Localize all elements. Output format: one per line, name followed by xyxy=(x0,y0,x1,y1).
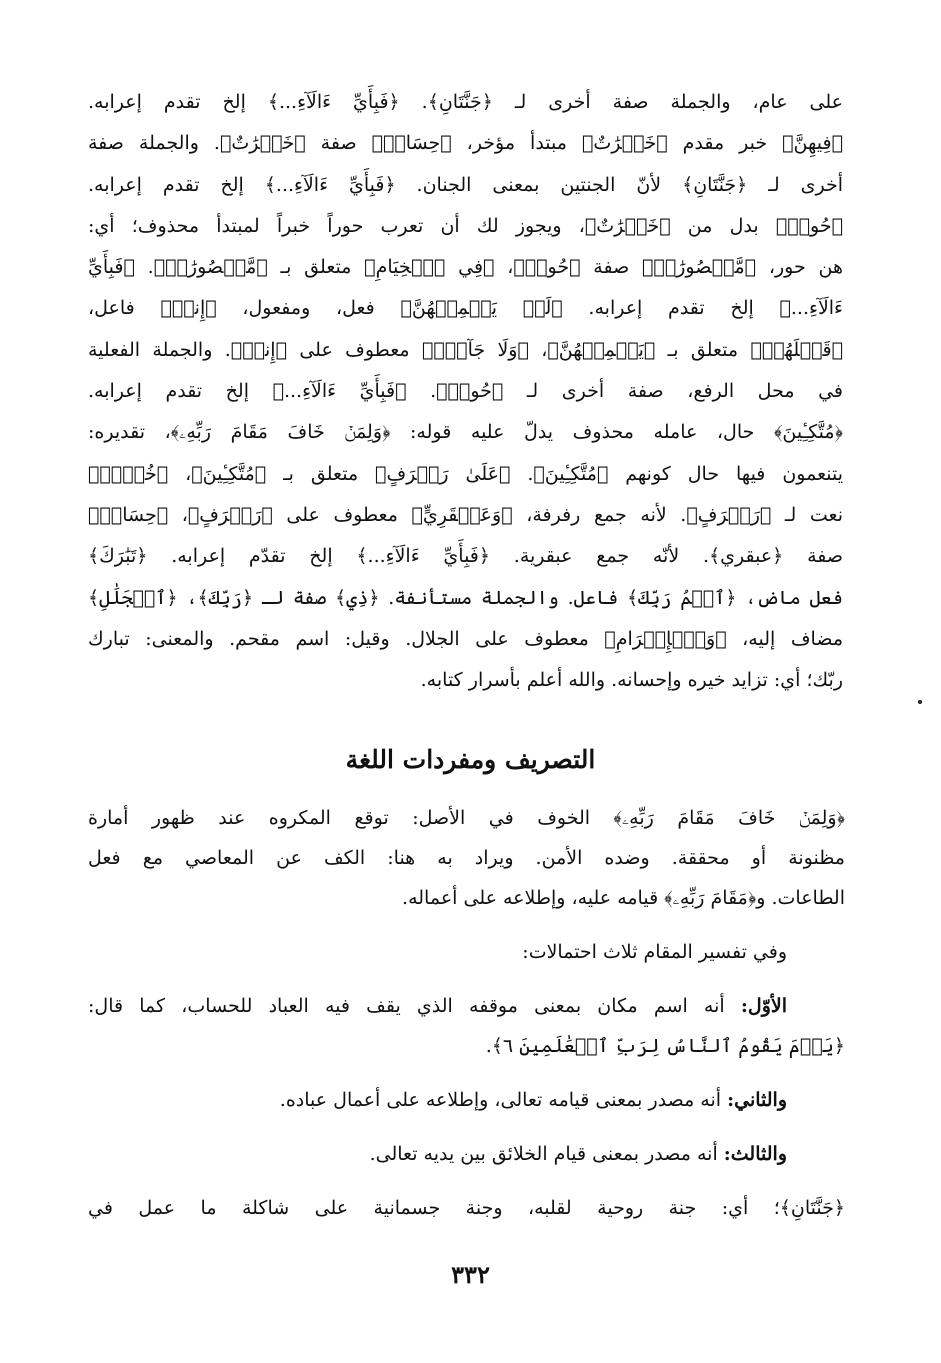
text-line: ﴿حُورٞ﴾ بدل من ﴿خَيۡرَٰتٌ﴾، ويجوز لك أن تعرب حوراً خبراً لمبتدأ محذوف؛ أي: xyxy=(88,214,843,237)
paragraph-gap xyxy=(88,1174,845,1188)
text-line: ﴿فِيهِنَّ﴾ خبر مقدم ﴿خَيۡرَٰتٌ﴾ مبتدأ مؤخر، ﴿حِسَانٞ﴾ صفة ﴿خَيۡرَٰتٌ﴾. والجملة صفة xyxy=(88,132,843,155)
paragraph-gap xyxy=(88,972,845,986)
text-line: ربّك؛ أي: تزايد خيره وإحسانه. والله أعلم بأسرار كتابه. xyxy=(420,669,843,692)
text-line: نعت لـ ﴿رَفۡرَفٍ﴾. لأنه جمع رفرفة، ﴿وَعَبۡقَرِيٍّ﴾ معطوف على ﴿رَفۡرَفٍ﴾، ﴿حِسَانٖ﴾ xyxy=(88,503,843,526)
text-line: مظنونة أو محققة. وضده الأمن. ويراد به هنا: الكف عن المعاصي مع فعل xyxy=(88,847,845,869)
item-text: أنه مصدر بمعنى قيامه تعالى، وإطلاعه على أعمال عباده. xyxy=(279,1089,728,1111)
page-number: ٣٣٢ xyxy=(451,1260,490,1289)
text-line: فعل ماض، ﴿ٱسۡمُ رَبِّكَ﴾ فاعل. والجملة مستأنفة. ﴿ذِي﴾ صفة لـ ﴿رَبِّكَ﴾، ﴿ٱلۡجَلَٰلِ﴾ xyxy=(88,586,843,609)
paragraph-gap xyxy=(88,1066,845,1080)
text-line: في محل الرفع، صفة أخرى لـ ﴿حُورٞ﴾. ﴿فَبِأَيِّ ءَالَآءِ...﴾ إلخ تقدم إعرابه. xyxy=(88,380,843,403)
text-line: ﴿قَبۡلَهُمۡ﴾ متعلق بـ ﴿يَطۡمِثۡهُنَّ﴾، ﴿وَلَا جَآنّٞ﴾ معطوف على ﴿إِنسٞ﴾. والجملة الفعلية xyxy=(88,338,843,361)
item-text: أنه مصدر بمعنى قيام الخلائق بين يديه تعالى. xyxy=(369,1143,724,1165)
item-text: أنه اسم مكان بمعنى موقفه الذي يقف فيه العباد للحساب، كما قال: xyxy=(88,995,741,1017)
paragraph-gap xyxy=(88,918,845,932)
text-line: مضاف إليه، ﴿وَٱلۡإِكۡرَامِ﴾ معطوف على الجلال. وقيل: اسم مقحم. والمعنى: تبارك xyxy=(88,627,843,650)
text-line: ﴿يَوۡمَ يَقُومُ ٱلنَّاسُ لِرَبِّ ٱلۡعَٰلَمِينَ ٦﴾. xyxy=(485,1035,845,1057)
item-label: الأوّل: xyxy=(740,995,787,1017)
text-line: ءَالَآءِ...﴾ إلخ تقدم إعرابه. ﴿لَمۡ يَطۡمِثۡهُنَّ﴾ فعل، ومفعول، ﴿إِنسٞ﴾ فاعل، xyxy=(88,297,843,320)
irab-text-block xyxy=(88,82,843,701)
scan-speck xyxy=(918,700,922,704)
text-line: ﴿مُتَّكِـِٔينَ﴾ حال، عامله محذوف يدلّ عليه قوله: ﴿وَلِمَنۡ خَافَ مَقَامَ رَبِّهِۦ﴾، تقديره: xyxy=(88,421,843,444)
text-line: صفة ﴿عبقري﴾. لأنّه جمع عبقرية. ﴿فَبِأَيِّ ءَالَآءِ...﴾ إلخ تقدّم إعرابه. ﴿تَبَٰرَكَ﴾ xyxy=(88,545,843,568)
text-line xyxy=(88,1134,845,1174)
text-line: ﴿جَنَّتَانِ﴾؛ أي: جنة روحية لقلبه، وجنة جسمانية على شاكلة ما عمل في xyxy=(88,1197,845,1219)
text-line: على عام، والجملة صفة أخرى لـ ﴿جَنَّتَانِ﴾. ﴿فَبِأَيِّ ءَالَآءِ...﴾ إلخ تقدم إعرابه. xyxy=(88,91,843,113)
text-line: هن حور، ﴿مَّقۡصُورَٰتٞ﴾ صفة ﴿حُورٞ﴾، ﴿فِي ٱلۡخِيَامِ﴾ متعلق بـ ﴿مَّقۡصُورَٰتٞ﴾. ﴿فَبِأَيِّ xyxy=(88,256,843,279)
text-line: وفي تفسير المقام ثلاث احتمالات: xyxy=(522,941,787,963)
item-label: والثالث: xyxy=(723,1143,787,1165)
text-line: الطاعات. و﴿مَقَامَ رَبِّهِۦ﴾ قيامه عليه، وإطلاعه على أعماله. xyxy=(402,887,845,909)
section-heading: التصريف ومفردات اللغة xyxy=(345,745,596,774)
item-label: والثاني: xyxy=(727,1089,787,1111)
paragraph-gap xyxy=(88,1120,845,1134)
vocabulary-text-block xyxy=(88,798,845,1228)
text-line xyxy=(88,986,845,1026)
text-line: ﴿وَلِمَنۡ خَافَ مَقَامَ رَبِّهِۦ﴾ الخوف في الأصل: توقع المكروه عند ظهور أمارة xyxy=(88,807,845,829)
text-line: أخرى لـ ﴿جَنَّتَانِ﴾ لأنّ الجنتين بمعنى الجنان. ﴿فَبِأَيِّ ءَالَآءِ...﴾ إلخ تقدم إعرابه. xyxy=(88,173,843,196)
text-line xyxy=(88,1080,845,1120)
text-line: يتنعمون فيها حال كونهم ﴿مُتَّكِـِٔينَ﴾. ﴿عَلَىٰ رَفۡرَفٍ﴾ متعلق بـ ﴿مُتَّكِـِٔينَ﴾، ﴿خُضۡرٖ﴾ xyxy=(88,462,843,485)
